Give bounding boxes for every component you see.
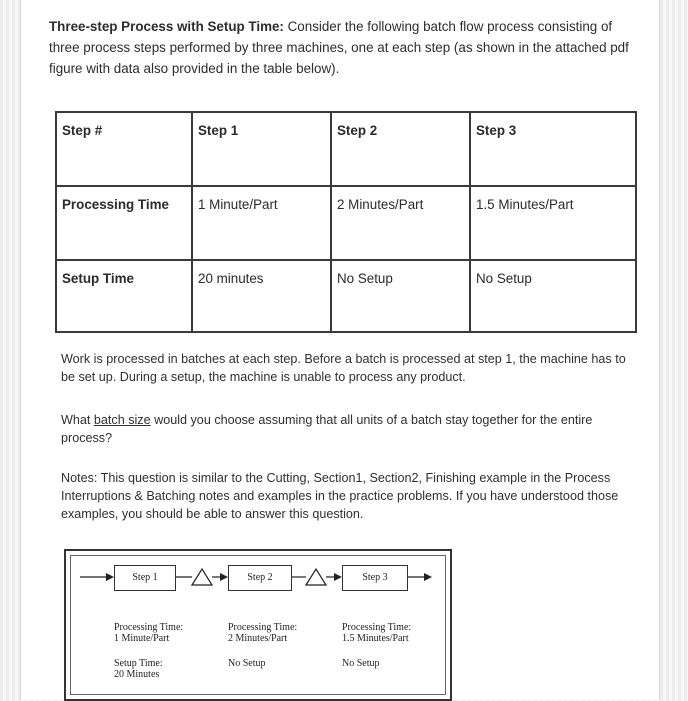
question-pre: What [61, 413, 94, 427]
inventory-triangle-icon [192, 569, 212, 585]
figure-step-2-box: Step 2 [228, 565, 292, 591]
batch-paragraph: Work is processed in batches at each step. Before a batch is processed at step 1, the machine has to be set up. During a setup, the machine is unable to process any product. [61, 352, 626, 384]
processing-value: 2 Minutes/Part [228, 633, 288, 644]
table-header-cell: Step 2 [331, 112, 470, 186]
table-cell: 1 Minute/Part [192, 186, 331, 260]
table-cell: No Setup [470, 260, 636, 332]
arrow-icon [106, 573, 114, 581]
setup-value: 20 Minutes [114, 669, 160, 680]
table-cell: 2 Minutes/Part [331, 186, 470, 260]
table-row-label: Processing Time [56, 186, 192, 260]
processing-label: Processing Time: [342, 622, 412, 633]
figure-processing-1 [114, 622, 183, 644]
table-cell: 1.5 Minutes/Part [470, 186, 636, 260]
setup-label: Setup Time: [114, 658, 163, 669]
figure-setup-3 [342, 658, 380, 669]
processing-label: Processing Time: [228, 622, 298, 633]
table-header-cell: Step 1 [192, 112, 331, 186]
process-table [55, 111, 637, 333]
intro-text [49, 16, 639, 79]
figure-step-1-box: Step 1 [114, 565, 176, 591]
table-cell: 20 minutes [192, 260, 331, 332]
setup-value: No Setup [228, 658, 266, 669]
arrow-icon [424, 573, 432, 581]
table-header-cell: Step 3 [470, 112, 636, 186]
figure-step-3-box: Step 3 [342, 565, 408, 591]
inventory-triangle-icon [306, 569, 326, 585]
table-header-cell: Step # [56, 112, 192, 186]
table-row [56, 186, 636, 260]
table-row [56, 260, 636, 332]
processing-label: Processing Time: [114, 622, 184, 633]
question-post: would you choose assuming that all units of a batch stay together for the entire process? [61, 413, 593, 445]
table-cell: No Setup [331, 260, 470, 332]
batch-size-term: batch size [93, 413, 151, 427]
setup-value: No Setup [342, 658, 380, 669]
figure-setup-1 [114, 658, 163, 680]
question-text [61, 411, 626, 447]
process-flow-figure [64, 549, 452, 701]
processing-value: 1.5 Minutes/Part [342, 633, 409, 644]
intro-body: Consider the following batch flow process consisting of three process steps performed by three machines, one at each step (as shown in the attached pdf figure with data also provided in the table below). [49, 19, 629, 76]
notes-text: Notes: This question is similar to the Cutting, Section1, Section2, Finishing example in the Process Interruptions & Batching notes and examples in the practice problems. If you have understood those examples, you should be able to answer this question. [61, 471, 619, 521]
intro-title: Three-step Process with Setup Time: [49, 19, 284, 34]
arrow-icon [220, 573, 228, 581]
table-header-row [56, 112, 636, 186]
figure-processing-3 [342, 622, 411, 644]
figure-processing-2 [228, 622, 297, 644]
figure-setup-2 [228, 658, 266, 669]
arrow-icon [334, 573, 342, 581]
processing-value: 1 Minute/Part [114, 633, 170, 644]
table-row-label: Setup Time [56, 260, 192, 332]
